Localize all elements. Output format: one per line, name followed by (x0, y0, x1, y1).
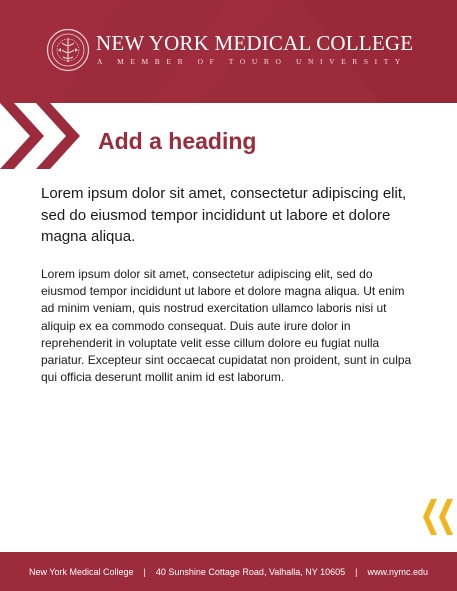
double-chevron-left-icon (423, 499, 457, 535)
footer-website-link[interactable]: www.nymc.edu (367, 566, 429, 577)
footer-separator: | (143, 566, 146, 577)
footer-separator: | (355, 566, 358, 577)
brand-name: NEW YORK MEDICAL COLLEGE (96, 31, 414, 55)
body-paragraph: Lorem ipsum dolor sit amet, consectetur adipiscing elit, sed do eiusmod tempor incididunt ut labore et dolore magna aliqua. Ut enim ad minim veniam, quis nostrud exercitation ullamco laboris nisi ut aliquip ex ea commodo consequat. Duis aute irure dolor in reprehenderit in voluptate velit esse cillum dolore eu fugiat nulla pariatur. Excepteur sint occaecat cupidatat non proident, sunt in culpa qui officia deserunt mollit anim id est laborum. (41, 267, 412, 385)
page-heading: Add a heading (98, 128, 257, 154)
footer-address: 40 Sunshine Cottage Road, Valhalla, NY 10605 (155, 566, 346, 577)
header-banner (0, 0, 457, 103)
footer-bar (0, 552, 457, 591)
footer-college-name: New York Medical College (28, 566, 134, 577)
lead-paragraph: Lorem ipsum dolor sit amet, consectetur adipiscing elit, sed do eiusmod tempor incididunt ut labore et dolore magna aliqua. (41, 185, 407, 245)
brand-tagline: A MEMBER OF TOURO UNIVERSITY (97, 57, 407, 66)
college-seal-icon (46, 28, 90, 72)
double-chevron-right-icon (0, 103, 82, 169)
